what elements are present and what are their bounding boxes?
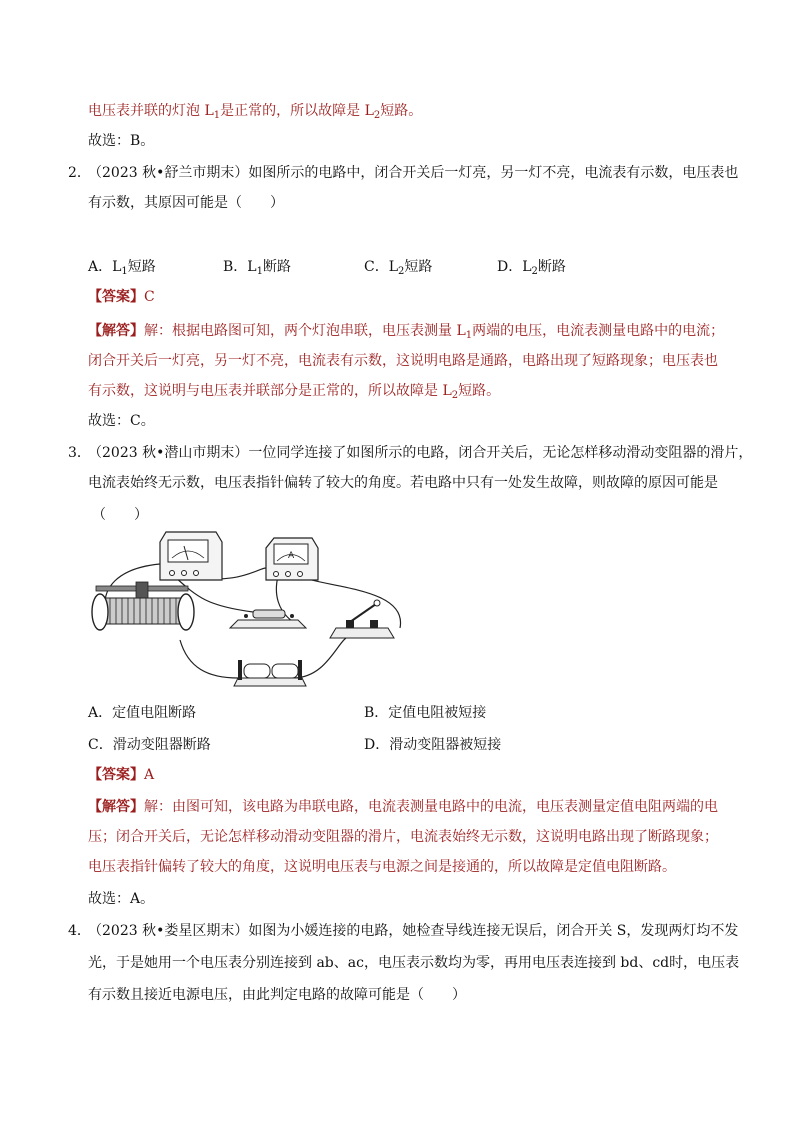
ammeter-icon xyxy=(266,538,318,580)
q2-answer xyxy=(88,288,155,306)
q4-stem-line2: 光，于是她用一个电压表分别连接到 ab、ac，电压表示数均为零，再用电压表连接到 bd、cd时，电压表 xyxy=(88,955,740,971)
q4-number: 4． xyxy=(68,923,91,939)
q3-stem-line1: （2023 秋•潜山市期末）一位同学连接了如图所示的电路，闭合开关后，无论怎样移动滑动变阻器的滑片， xyxy=(88,445,753,461)
answer-label: 【答案】 xyxy=(88,767,144,783)
answer-value: A xyxy=(144,767,155,783)
q2-stem-line1: （2023 秋•舒兰市期末）如图所示的电路中，闭合开关后一灯亮，另一灯不亮，电流表有示数，电压表也 xyxy=(88,165,739,181)
q4-stem-line1: （2023 秋•娄星区期末）如图为小媛连接的电路，她检查导线连接无误后，闭合开关 S，发现两灯均不发 xyxy=(88,923,739,939)
q3-option-c[interactable]: C．滑动变阻器断路 xyxy=(88,737,211,753)
q3-answer xyxy=(88,766,154,784)
analysis-label: 【解答】 xyxy=(88,799,144,815)
q2-analysis-line1: 【解答】解：根据电路图可知，两个灯泡串联，电压表测量 $L_1$两端的电压，电流表测量电路中的电流； xyxy=(88,323,725,341)
answer-value: C xyxy=(144,289,155,305)
q2-choice: 故选：C。 xyxy=(88,413,155,429)
q2-number: 2． xyxy=(68,165,91,181)
prev-explanation-tail: 电压表并联的灯泡 $L_1$是正常的，所以故障是 $L_2$短路。 xyxy=(88,103,423,121)
q3-analysis-line1: 【解答】解：由图可知，该电路为串联电路，电流表测量电路中的电流，电压表测量定值电阻两端的电 xyxy=(88,799,718,815)
q3-option-b[interactable]: B．定值电阻被短接 xyxy=(364,705,487,721)
answer-label: 【答案】 xyxy=(88,289,144,305)
q3-analysis-line2: 压；闭合开关后，无论怎样移动滑动变阻器的滑片，电流表始终无示数，这说明电路出现了断路现象； xyxy=(88,829,718,845)
battery-icon xyxy=(234,660,306,686)
q3-option-d[interactable]: D．滑动变阻器被短接 xyxy=(364,737,502,753)
q2-option-a[interactable]: A．$L_1$短路 xyxy=(88,259,156,277)
rheostat-icon xyxy=(92,582,194,630)
circuit-illustration xyxy=(88,528,420,698)
q3-option-a[interactable]: A．定值电阻断路 xyxy=(88,705,197,721)
prev-choice: 故选：B。 xyxy=(88,133,155,149)
wire xyxy=(180,640,238,678)
voltmeter-icon xyxy=(160,532,222,580)
q2-option-d[interactable]: D．$L_2$断路 xyxy=(497,259,566,277)
q3-analysis-line3: 电压表指针偏转了较大的角度，这说明电压表与电源之间是接通的，所以故障是定值电阻断路。 xyxy=(88,859,676,875)
switch-icon xyxy=(330,600,394,638)
q2-option-b[interactable]: B．$L_1$断路 xyxy=(223,259,291,277)
q2-stem-line2: 有示数，其原因可能是（ ） xyxy=(88,195,284,211)
q3-stem-line3: （ ） xyxy=(92,507,148,523)
q3-number: 3． xyxy=(68,445,91,461)
ammeter-label: A xyxy=(288,551,295,561)
q2-analysis-line2: 闭合开关后一灯亮，另一灯不亮，电流表有示数，这说明电路是通路，电路出现了短路现象；电压表也 xyxy=(88,353,718,369)
q2-option-c[interactable]: C．$L_2$短路 xyxy=(364,259,433,277)
q2-analysis-line3: 有示数，这说明与电压表并联部分是正常的，所以故障是 $L_2$短路。 xyxy=(88,383,501,401)
q4-stem-line3: 有示数且接近电源电压，由此判定电路的故障可能是（ ） xyxy=(88,987,466,1003)
resistor-icon xyxy=(230,610,306,628)
q3-stem-line2: 电流表始终无示数，电压表指针偏转了较大的角度。若电路中只有一处发生故障，则故障的原因可能是 xyxy=(88,475,718,491)
q3-choice: 故选：A。 xyxy=(88,891,155,907)
analysis-label: 【解答】 xyxy=(88,323,144,339)
